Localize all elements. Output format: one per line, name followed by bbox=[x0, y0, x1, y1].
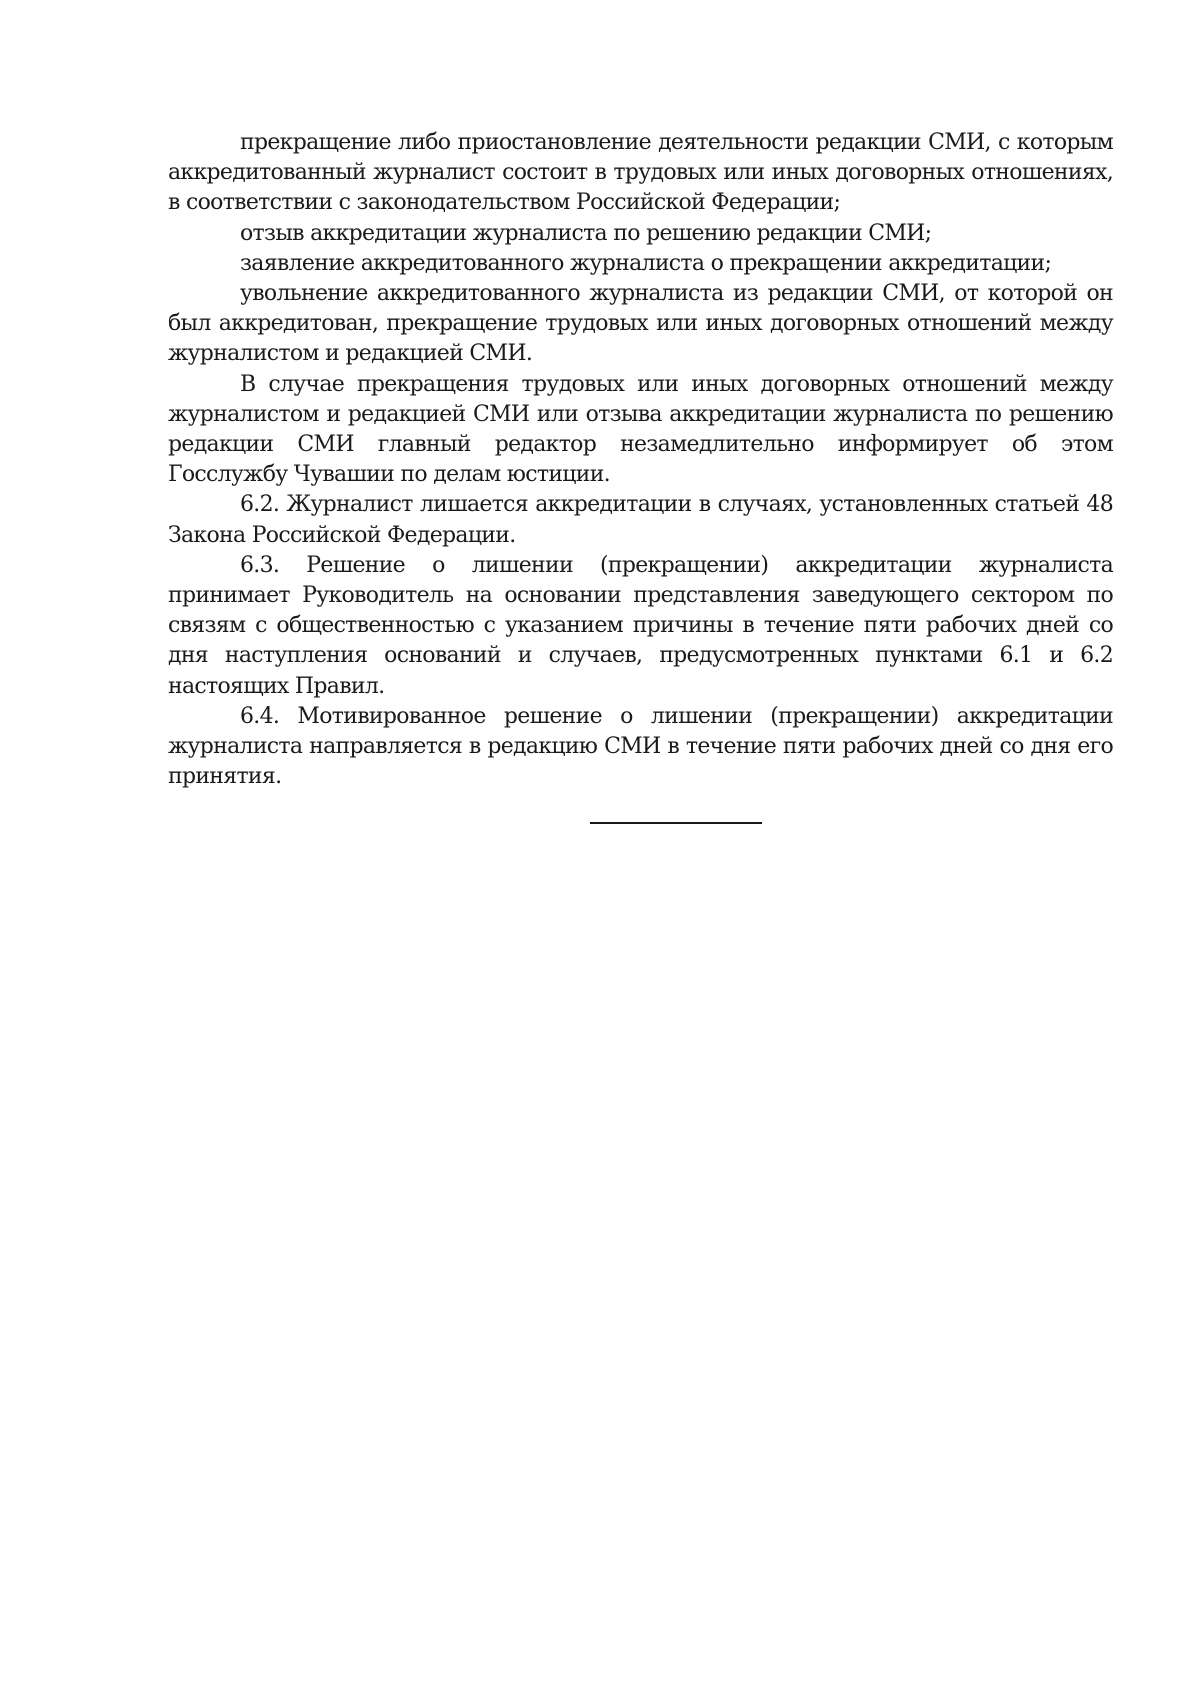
paragraph-revocation-by-media: отзыв аккредитации журналиста по решению редакции СМИ; bbox=[240, 220, 932, 246]
end-of-document-line bbox=[590, 822, 762, 824]
paragraph-dismissal: увольнение аккредитованного журналиста из редакции СМИ, от которой он был аккредитован, прекращение трудовых или иных договорных отношений между журналистом и редакцией СМИ. bbox=[168, 281, 1113, 367]
paragraph-section-6-2: 6.2. Журналист лишается аккредитации в случаях, установленных статьей 48 Закона Российской Федерации. bbox=[168, 492, 1113, 548]
document-body bbox=[168, 128, 1113, 792]
paragraph-section-6-3: 6.3. Решение о лишении (прекращении) аккредитации журналиста принимает Руководитель на основании представления заведующего сектором по связям с общественностью с указанием причины в течение пяти рабочих дней со дня наступления оснований и случаев, предусмотренных пунктами 6.1 и 6.2 настоящих Правил. bbox=[168, 552, 1113, 699]
paragraph-editor-notification: В случае прекращения трудовых или иных договорных отношений между журналистом и редакцией СМИ или отзыва аккредитации журналиста по решению редакции СМИ главный редактор незамедлительно информирует об этом Госслужбу Чувашии по делам юстиции. bbox=[168, 371, 1113, 488]
paragraph-suspension-of-media: прекращение либо приостановление деятельности редакции СМИ, с которым аккредитованный журналист состоит в трудовых или иных договорных отношениях, в соответствии с законодательством Российской Федерации; bbox=[168, 130, 1113, 216]
paragraph-section-6-4: 6.4. Мотивированное решение о лишении (прекращении) аккредитации журналиста направляется в редакцию СМИ в течение пяти рабочих дней со дня его принятия. bbox=[168, 703, 1113, 790]
paragraph-journalist-request: заявление аккредитованного журналиста о прекращении аккредитации; bbox=[240, 250, 1052, 276]
